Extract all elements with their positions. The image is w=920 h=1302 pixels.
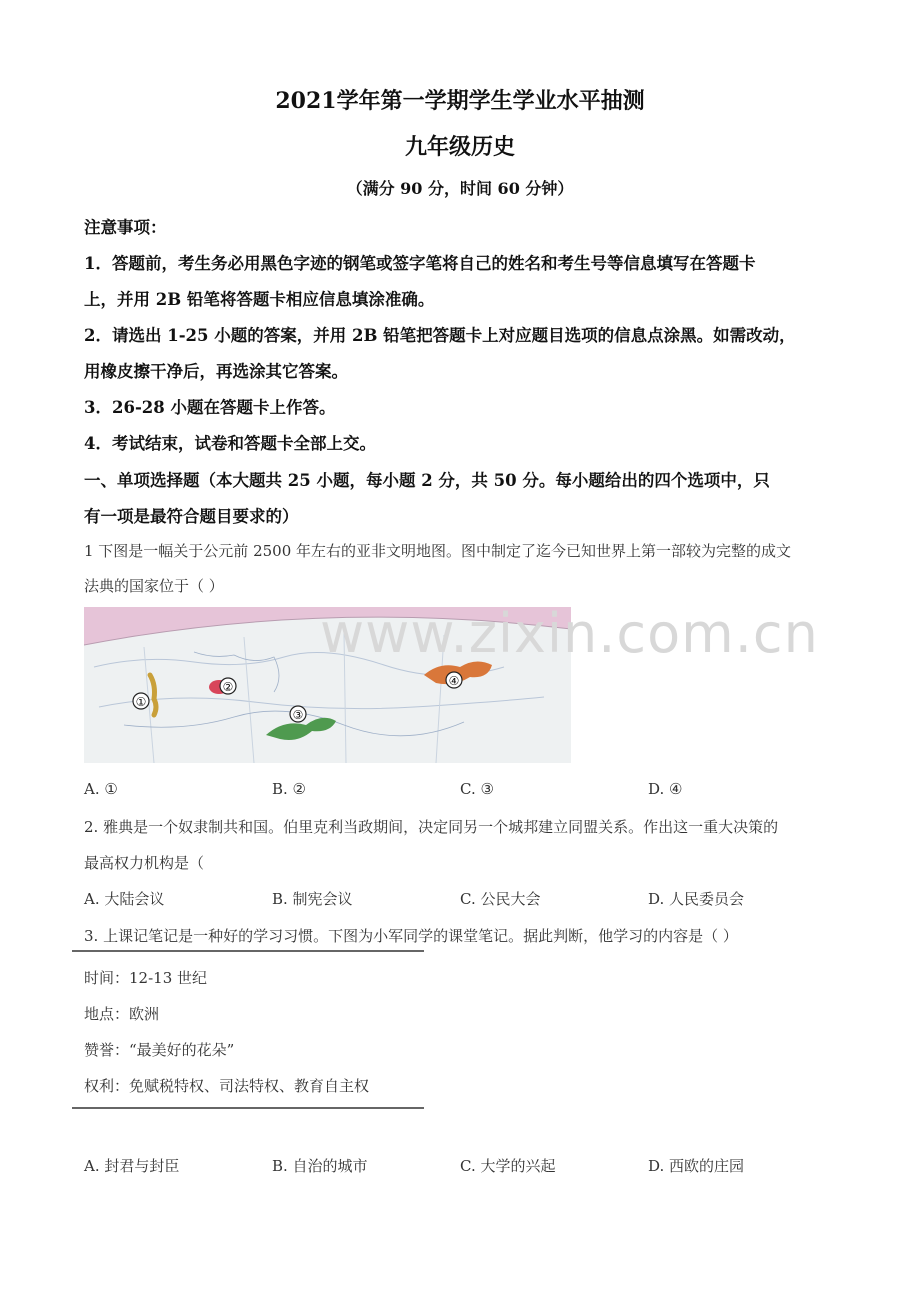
- notes-line: 3．26-28 小题在答题卡上作答。: [84, 398, 336, 417]
- notes-line: 2．请选出 1-25 小题的答案，并用 2B 铅笔把答题卡上对应题目选项的信息点涂黑。如需改动，: [84, 326, 796, 345]
- note-line: 时间：12-13 世纪: [84, 969, 208, 987]
- map-marker-4: ④: [448, 674, 460, 688]
- q3-option-a[interactable]: A. 封君与封臣: [84, 1157, 180, 1175]
- q3-option-c[interactable]: C. 大学的兴起: [460, 1157, 556, 1175]
- map-marker-2: ②: [222, 680, 234, 694]
- notes-line: 上，并用 2B 铅笔将答题卡相应信息填涂准确。: [84, 290, 435, 309]
- q3-option-b[interactable]: B. 自治的城市: [272, 1157, 368, 1175]
- question-2-stem-cont: 最高权力机构是（: [84, 854, 205, 872]
- q1-option-a[interactable]: A. ①: [84, 780, 118, 798]
- q2-option-b[interactable]: B. 制宪会议: [272, 890, 353, 908]
- q2-option-d[interactable]: D. 人民委员会: [648, 890, 745, 908]
- q1-option-c[interactable]: C. ③: [460, 780, 494, 798]
- notes-line: 1．答题前，考生务必用黑色字迹的钢笔或签字笔将自己的姓名和考生号等信息填写在答题卡: [84, 254, 756, 273]
- notes-heading: 注意事项：: [84, 218, 167, 237]
- q2-option-a[interactable]: A. 大陆会议: [84, 890, 165, 908]
- exam-title: 2021学年第一学期学生学业水平抽测: [275, 88, 645, 114]
- notes-line: 用橡皮擦干净后，再选涂其它答案。: [84, 362, 348, 381]
- note-top-rule: [72, 950, 424, 952]
- exam-info: （满分 90 分，时间 60 分钟）: [346, 179, 574, 198]
- question-1-stem-cont: 法典的国家位于（ ）: [84, 577, 224, 595]
- q3-option-d[interactable]: D. 西欧的庄园: [648, 1157, 745, 1175]
- map-marker-1: ①: [135, 695, 147, 709]
- section-heading-cont: 有一项是最符合题目要求的）: [84, 507, 299, 526]
- question-1-stem: 1 下图是一幅关于公元前 2500 年左右的亚非文明地图。图中制定了迄今已知世界上第一部较为完整的成文: [84, 542, 792, 560]
- note-bottom-rule: [72, 1107, 424, 1109]
- map-marker-3: ③: [292, 708, 304, 722]
- note-line: 赞誉：“最美好的花朵”: [84, 1041, 235, 1059]
- exam-subject: 九年级历史: [404, 134, 515, 160]
- question-2-stem: 2. 雅典是一个奴隶制共和国。伯里克利当政期间，决定同另一个城邦建立同盟关系。作出这一重大决策的: [84, 818, 779, 836]
- question-3-stem: 3. 上课记笔记是一种好的学习习惯。下图为小军同学的课堂笔记。据此判断，他学习的内容是（ ）: [84, 927, 738, 945]
- q2-option-c[interactable]: C. 公民大会: [460, 890, 541, 908]
- note-line: 地点：欧洲: [84, 1005, 160, 1023]
- section-heading: 一、单项选择题（本大题共 25 小题，每小题 2 分，共 50 分。每小题给出的四个选项中，只: [84, 471, 770, 490]
- note-line: 权利：免赋税特权、司法特权、教育自主权: [84, 1077, 370, 1095]
- notes-line: 4．考试结束，试卷和答题卡全部上交。: [84, 434, 376, 453]
- q1-option-b[interactable]: B. ②: [272, 780, 307, 798]
- q1-option-d[interactable]: D. ④: [648, 780, 683, 798]
- watermark: www.zixin.com.cn: [320, 602, 819, 665]
